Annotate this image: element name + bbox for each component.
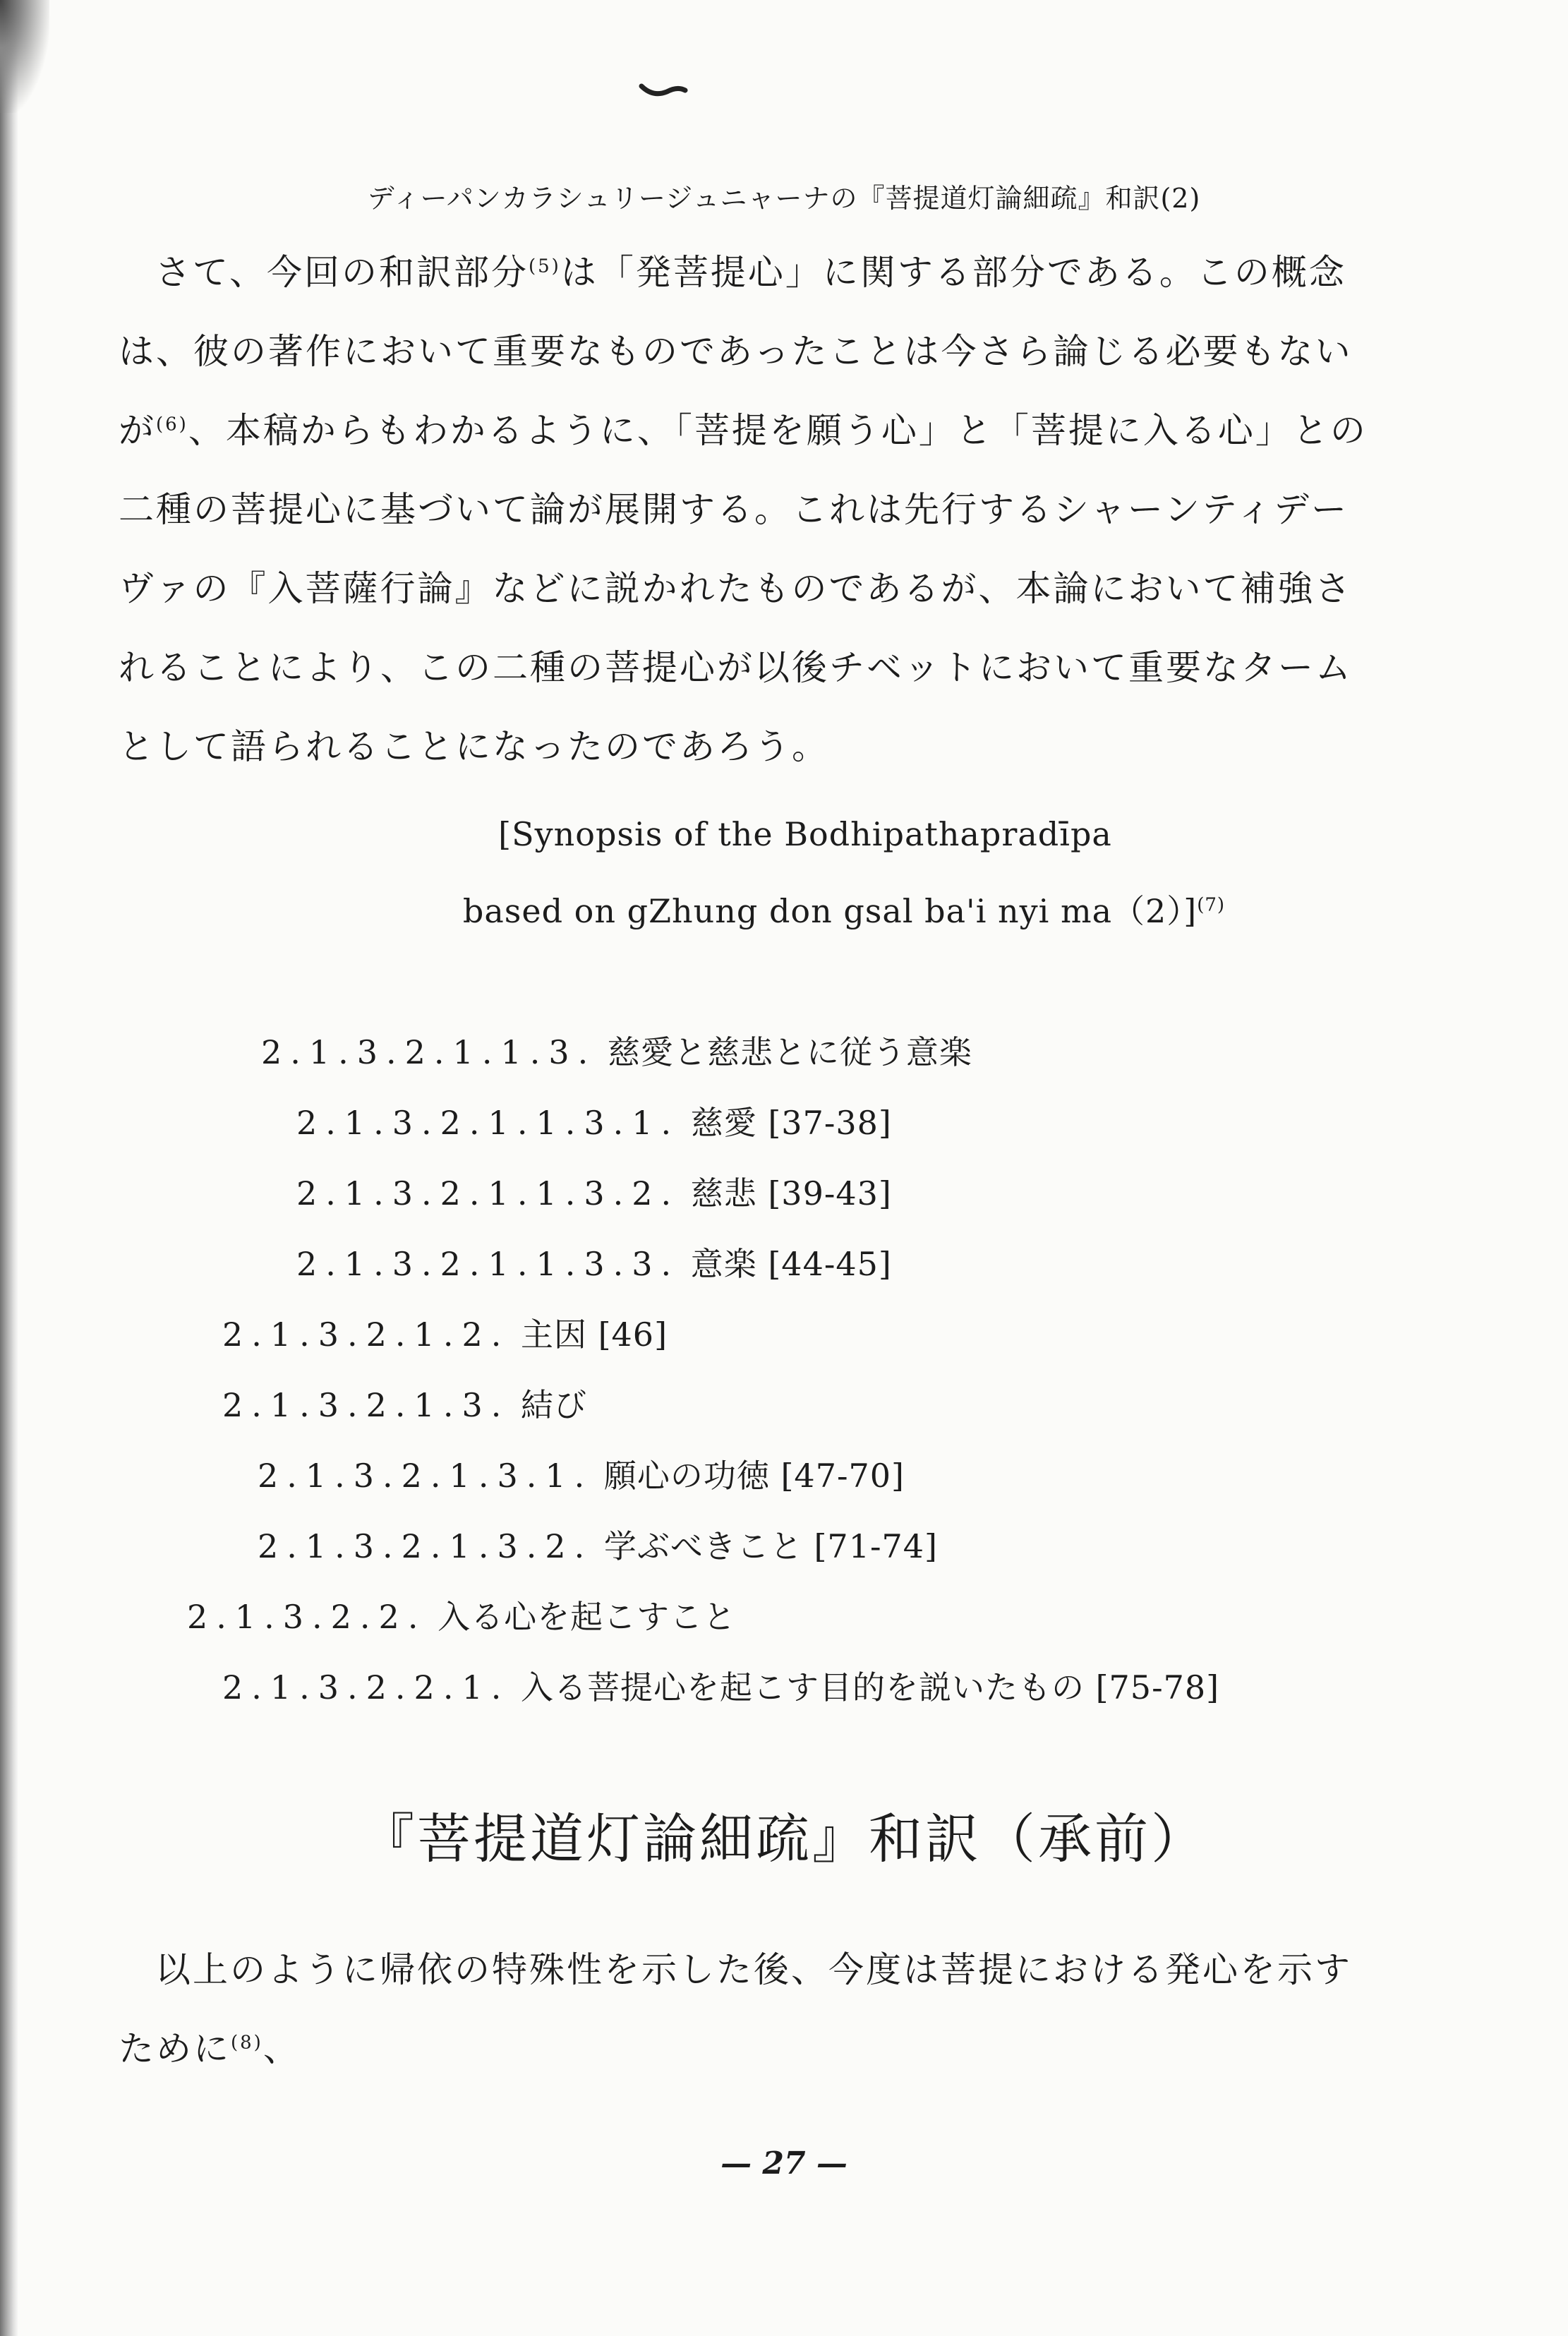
page-number: — 27 —: [720, 2145, 848, 2181]
synopsis-title-line-2: based on gZhung don gsal ba'i nyi ma（2）]$^{(7)}$: [462, 892, 1226, 930]
outline-item: 2.1.3.2.1.3. 結び: [222, 1386, 587, 1424]
footnote-ref-7: (7): [1197, 894, 1226, 916]
stray-ink-mark: [639, 79, 688, 100]
footnote-ref-5: (5): [529, 255, 561, 277]
intro-paragraph: さて、今回の和訳部分$^{(5)}$は「発菩提心」に関する部分である。この概念は、彼の著作において重要なものであったことは今さら論じる必要もないが$^{(6)}$、本稿からもわかるように、「菩提を願う心」と「菩提に入る心」との二種の菩提心に基づいて論が展開する。これは先行するシャーンティデーヴァの『入菩薩行論』などに説かれたものであるが、本論において補強されることにより、この二種の菩提心が以後チベットにおいて重要なタームとして語られることになったのであろう。: [119, 252, 1368, 767]
outline-item: 2.1.3.2.1.1.3.3. 意楽 [44-45]: [296, 1245, 892, 1283]
outline-item: 2.1.3.2.2.1. 入る菩提心を起こす目的を説いたもの [75-78]: [222, 1668, 1220, 1706]
outline-item: 2.1.3.2.1.3.1. 願心の功徳 [47-70]: [258, 1457, 905, 1495]
outline-item: 2.1.3.2.2. 入る心を起こすこと: [187, 1598, 737, 1636]
running-header: ディーパンカラシュリージュニャーナの『菩提道灯論細疏』和訳(2): [367, 183, 1201, 214]
outline-item: 2.1.3.2.1.1.3.2. 慈悲 [39-43]: [296, 1174, 892, 1212]
footnote-ref-6: (6): [156, 414, 188, 435]
outline-item: 2.1.3.2.1.1.3. 慈愛と慈悲とに従う意楽: [261, 1033, 972, 1071]
synopsis-title-line-1: [Synopsis of the Bodhipathapradīpa: [498, 815, 1112, 853]
outline-item: 2.1.3.2.1.3.2. 学ぶべきこと [71-74]: [258, 1527, 938, 1565]
footnote-ref-8: (8): [231, 2032, 263, 2054]
section-title: 『菩提道灯論細疏』和訳（承前）: [361, 1807, 1207, 1870]
body-paragraph: 以上のように帰依の特殊性を示した後、今度は菩提における発心を示すために$^{(8)}$、: [119, 1949, 1352, 2069]
outline-item: 2.1.3.2.1.1.3.1. 慈愛 [37-38]: [296, 1104, 892, 1142]
scan-shadow-edge: [0, 0, 18, 2336]
outline-item: 2.1.3.2.1.2. 主因 [46]: [222, 1315, 668, 1354]
scan-shadow-corner: [0, 0, 49, 113]
